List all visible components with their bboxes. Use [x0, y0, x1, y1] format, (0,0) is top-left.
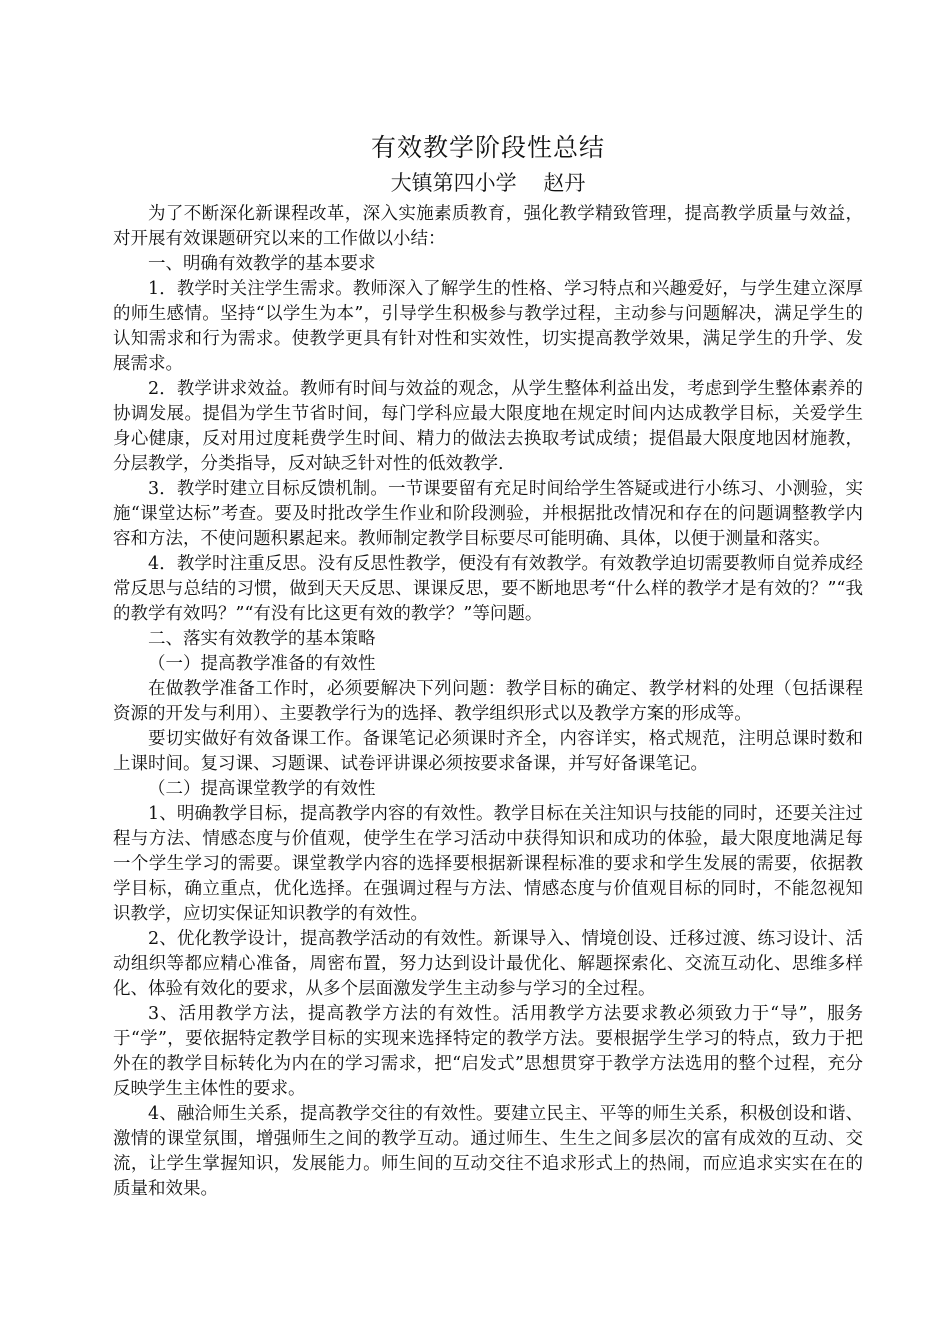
- subsection2-paragraph-2: 2、优化教学设计，提高教学活动的有效性。新课导入、情境创设、迁移过渡、练习设计、活动组织等都应精心准备，周密布置，努力达到设计最优化、解题探索化、交流互动化、思维多样化、体验有效化的要求，从多个层面激发学生主动参与学习的全过程。: [113, 929, 863, 999]
- subsection1-paragraph-1: 在做教学准备工作时，必须要解决下列问题：教学目标的确定、教学材料的处理（包括课程资源的开发与利用）、主要教学行为的选择、教学组织形式以及教学方案的形成等。: [113, 679, 863, 724]
- section-heading-2: 二、落实有效教学的基本策略: [148, 629, 376, 649]
- section1-paragraph-3: 3．教学时建立目标反馈机制。一节课要留有充足时间给学生答疑或进行小练习、小测验，实施“课堂达标”考查。要及时批改学生作业和阶段测验，并根据批改情况和存在的问题调整教学内容和方法，不使问题积累起来。教师制定教学目标要尽可能明确、具体，以便于测量和落实。: [113, 479, 863, 549]
- subsection-heading-2: （二）提高课堂教学的有效性: [148, 779, 376, 799]
- subsection1-paragraph-2: 要切实做好有效备课工作。备课笔记必须课时齐全，内容详实，格式规范，注明总课时数和上课时间。复习课、习题课、试卷评讲课必须按要求备课，并写好备课笔记。: [113, 729, 863, 774]
- author-byline: 大镇第四小学 赵丹: [390, 171, 586, 195]
- subsection2-paragraph-4: 4、融洽师生关系，提高教学交往的有效性。要建立民主、平等的师生关系，积极创设和谐、激情的课堂氛围，增强师生之间的教学互动。通过师生、生生之间多层次的富有成效的互动、交流，让学生掌握知识，发展能力。师生间的互动交往不追求形式上的热闹，而应追求实实在在的质量和效果。: [113, 1104, 863, 1199]
- intro-paragraph: 为了不断深化新课程改革，深入实施素质教育，强化教学精致管理，提高教学质量与效益，对开展有效课题研究以来的工作做以小结：: [113, 204, 863, 249]
- section1-paragraph-4: 4．教学时注重反思。没有反思性教学，便没有有效教学。有效教学迫切需要教师自觉养成经常反思与总结的习惯，做到天天反思、课课反思，要不断地思考“什么样的教学才是有效的？”“我的教学有效吗？”“有没有比这更有效的教学？”等问题。: [113, 554, 863, 624]
- subsection2-paragraph-1: 1、明确教学目标，提高教学内容的有效性。教学目标在关注知识与技能的同时，还要关注过程与方法、情感态度与价值观，使学生在学习活动中获得知识和成功的体验，最大限度地满足每一个学生学习的需要。课堂教学内容的选择要根据新课程标准的要求和学生发展的需要，依据教学目标，确立重点，优化选择。在强调过程与方法、情感态度与价值观目标的同时，不能忽视知识教学，应切实保证知识教学的有效性。: [113, 804, 863, 924]
- subsection2-paragraph-3: 3、活用教学方法，提高教学方法的有效性。活用教学方法要求教必须致力于“导”，服务于“学”，要依据特定教学目标的实现来选择特定的教学方法。要根据学生学习的特点，致力于把外在的教学目标转化为内在的学习需求，把“启发式”思想贯穿于教学方法选用的整个过程，充分反映学生主体性的要求。: [113, 1004, 863, 1099]
- subsection-heading-1: （一）提高教学准备的有效性: [148, 654, 376, 674]
- section1-paragraph-2: 2．教学讲求效益。教师有时间与效益的观念，从学生整体利益出发，考虑到学生整体素养的协调发展。提倡为学生节省时间，每门学科应最大限度地在规定时间内达成教学目标，关爱学生身心健康，反对用过度耗费学生时间、精力的做法去换取考试成绩；提倡最大限度地因材施教，分层教学，分类指导，反对缺乏针对性的低效教学.: [113, 379, 863, 474]
- document-title: 有效教学阶段性总结: [370, 133, 605, 162]
- section-heading-1: 一、明确有效教学的基本要求: [148, 254, 376, 274]
- document-page: [113, 130, 863, 1202]
- section1-paragraph-1: 1．教学时关注学生需求。教师深入了解学生的性格、学习特点和兴趣爱好，与学生建立深厚的师生感情。坚持“以学生为本”，引导学生积极参与教学过程，主动参与问题解决，满足学生的认知需求和行为需求。使教学更具有针对性和实效性，切实提高教学效果，满足学生的升学、发展需求。: [113, 279, 863, 374]
